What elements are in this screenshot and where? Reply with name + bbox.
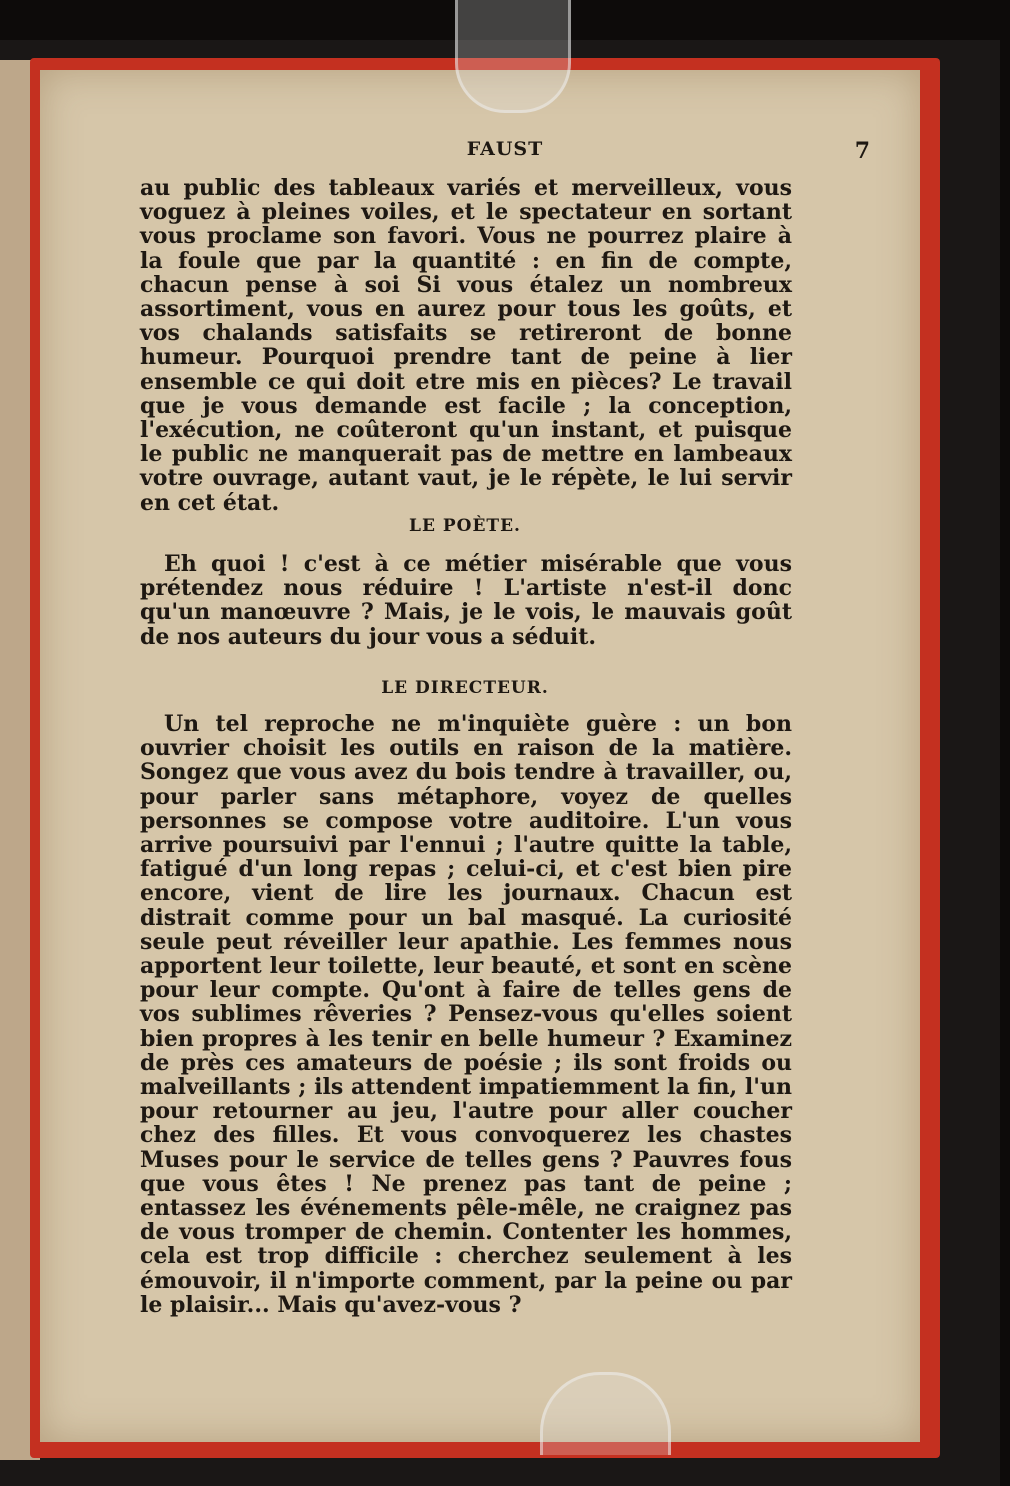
paragraph-3-text: Un tel reproche ne m'inquiète guère : un bon ouvrier choisit les outils en raison de la matière. Songez que vous avez du bois tendre à travailler, ou, pour parler sans métaphore, voyez de quelles personnes se compose votre auditoire. L'un vous arrive poursuivi par l'ennui ; l'autre quitte la table, fatigué d'un long repas ; celui-ci, et c'est bien pire encore, vient de lire les journaux. Chacun est distrait comme pour un bal masqué. La curiosité seule peut réveiller leur apathie. Les femmes nous apportent leur toilette, leur beauté, et sont en scène pour leur compte. Qu'ont à faire de telles gens de vos sublimes rêveries ? Pensez-vous qu'elles soient bien propres à les tenir en belle humeur ? Examinez de près ces amateurs de poésie ; ils sont froids ou malveillants ; ils attendent impatiemment la fin, l'un pour retourner au jeu, l'autre pour aller coucher chez des filles. Et vous convoquerez les chastes Muses pour le service de telles gens ? Pauvres fous que vous êtes ! Ne prenez pas tant de peine ; entassez les événements pêle-mêle, ne craignez pas de vous tromper de chemin. Contenter les hommes, cela est trop difficile : cherchez seulement à les émouvoir, il n'importe comment, par la peine ou par le plaisir... Mais qu'avez-vous ? [140,711,792,1318]
book-page [40,70,920,1442]
page-number: 7 [854,138,870,164]
speaker-heading-directeur: LE DIRECTEUR. [381,678,549,698]
speaker-heading-poete: LE POÈTE. [409,516,521,536]
page-clip-top [455,0,571,113]
paragraph-2-text: Eh quoi ! c'est à ce métier misérable que vous prétendez nous réduire ! L'artiste n'est-il donc qu'un manœuvre ? Mais, je le vois, le mauvais goût de nos auteurs du jour vous a séduit. [140,551,792,650]
paragraph-3 [140,712,792,1317]
running-title: FAUST [466,138,544,160]
paragraph-1 [140,176,792,515]
paragraph-2 [140,552,792,649]
running-head [140,138,870,178]
paragraph-1-text: au public des tableaux variés et merveilleux, vous voguez à pleines voiles, et le spectateur en sortant vous proclame son favori. Vous ne pourrez plaire à la foule que par la quantité : en fin de compte, chacun pense à soi Si vous étalez un nombreux assortiment, vous en aurez pour tous les goûts, et vos chalands satisfaits se retireront de bonne humeur. Pourquoi prendre tant de peine à lier ensemble ce qui doit etre mis en pièces? Le travail que je vous demande est facile ; la conception, l'exécution, ne coûteront qu'un instant, et puisque le public ne manquerait pas de mettre en lambeaux votre ouvrage, autant vaut, je le répète, le lui servir en cet état. [140,175,792,516]
